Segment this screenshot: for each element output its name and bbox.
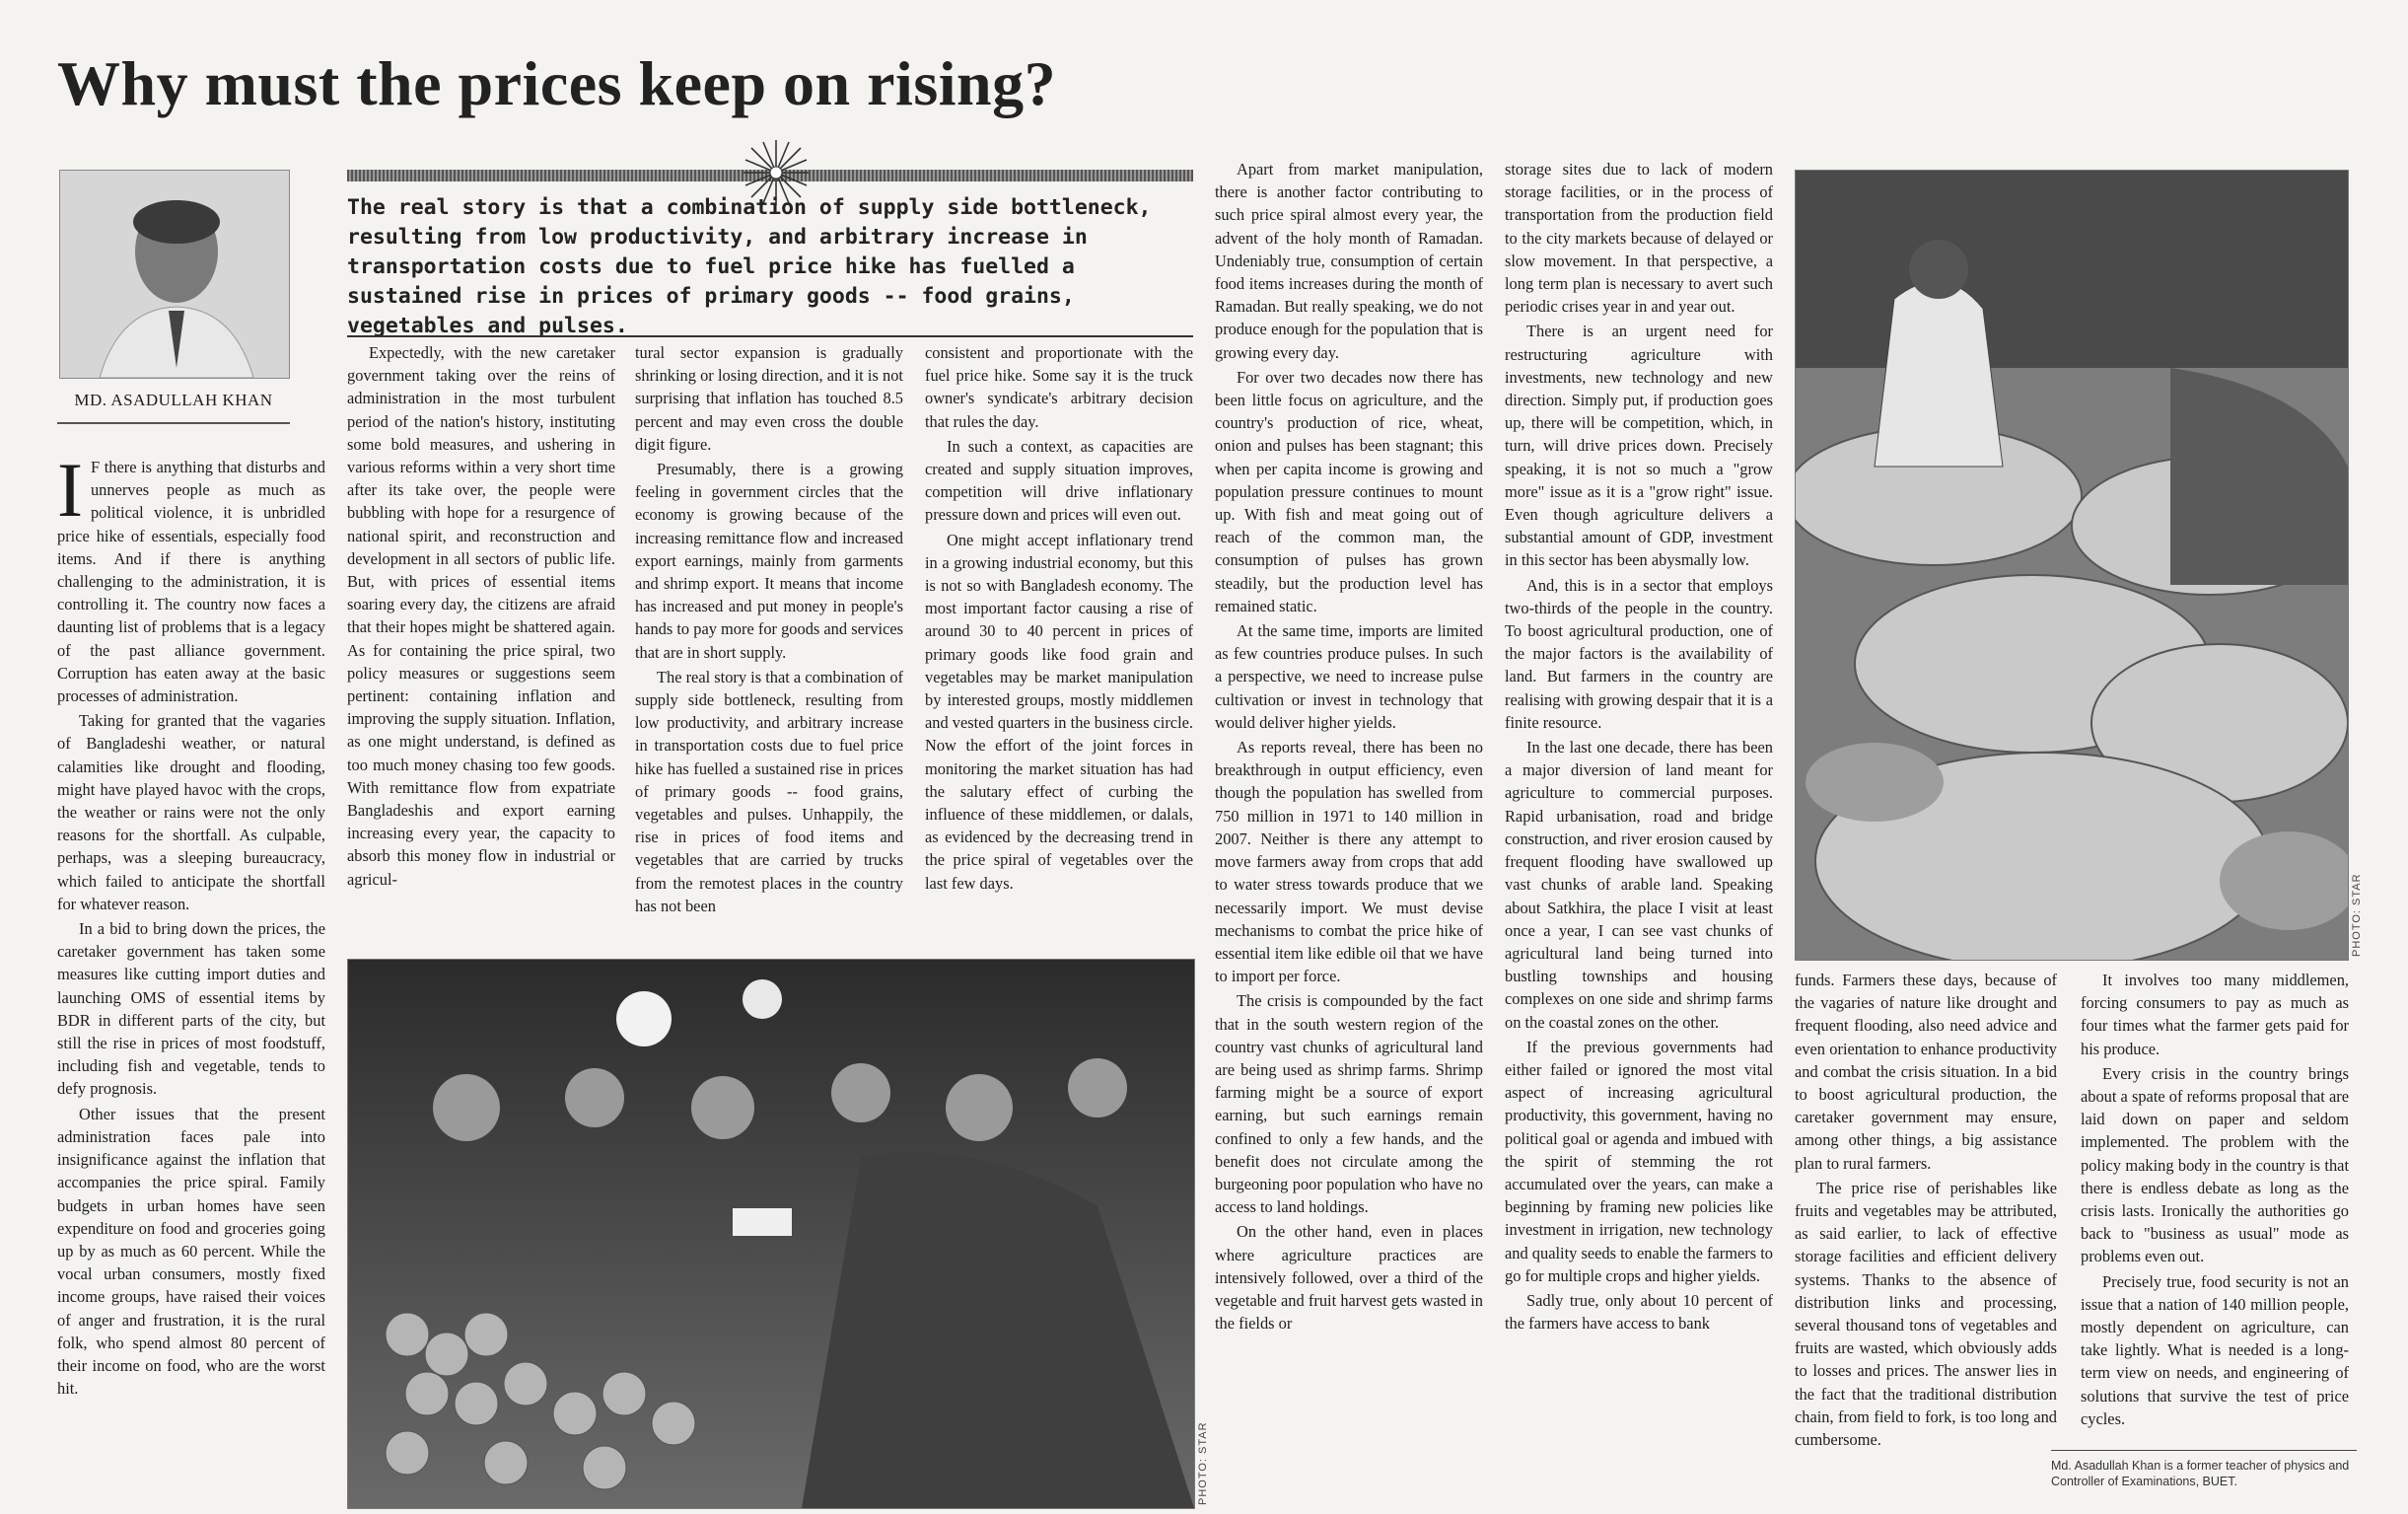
lede-rule [347,335,1193,337]
col5-paragraph-5: The crisis is compounded by the fact that in the south western region of the country vast chunks of agricultural land are being used as shrimp farms. Shrimp farming might be a source of export earning, but such earnings remain confined to only a few hands, and the benefit does not circulate among the burgeoning poor population who have no access to land holdings. [1215,991,1483,1217]
col6-paragraph-3: And, this is in a sector that employs two-thirds of the people in the country. To boost agricultural production, one of the major factors is the availability of land. But farmers in the country are realising with growing despair that it is a finite resource. [1505,575,1773,732]
grain-market-photo [1795,170,2349,961]
column-6 [1505,158,1773,1509]
col5-paragraph-6: On the other hand, even in places where agriculture practices are intensively followed, over a third of the vegetable and fruit harvest gets wasted in the fields or [1215,1222,1483,1334]
column-3 [635,341,903,951]
col4-paragraph-1: consistent and proportionate with the fuel price hike. Some say it is the truck owner's syndicate's arbitrary decision that rules the day. [925,343,1193,431]
lede-quote: The real story is that a combination of supply side bottleneck, resulting from low productivity, and arbitrary increase in transportation costs due to fuel price hike has fuelled a sustained rise in prices of primary goods -- food grains, vegetables and pulses. [347,195,1152,338]
col2-paragraph-1: Expectedly, with the new caretaker government taking over the reins of administration in the most turbulent period of the nation's history, instituting some bold measures, and ushering in various reforms within a very short time after its take over, the people were bubbling with hope for a resurgence of national spirit, and reconstruction and development in all sectors of public life. But, with prices of essential items soaring every day, the citizens are afraid that their hopes might be shattered again. As for containing the price spiral, two policy measures or suggestions seem pertinent: containing inflation and improving the supply situation. Inflation, as one might understand, is defined as too much money chasing too few goods. With remittance flow from expatriate Bangladeshis and export earning increasing every year, the capacity to absorb this money flow in industrial or agricul- [347,343,615,889]
col5-paragraph-3: At the same time, imports are limited as few countries produce pulses. In such a perspective, we need to increase pulse cultivation or invest in technology that would deliver higher yields. [1215,621,1483,732]
drop-cap: I [57,456,83,533]
column-1 [57,456,325,1509]
col6-paragraph-5: If the previous governments had either failed or ignored the most vital aspect of increasing agricultural productivity, this government, having no political goal or agenda and imbued with the spirit of stemming the rot accumulated over the years, can make a beginning by framing new policies like investment in irrigation, new technology and quality seeds to enable the farmers to go for multiple crops and higher yields. [1505,1037,1773,1285]
column-7 [1795,969,2057,1509]
col1-paragraph-4: Other issues that the present administration faces pale into insignificance against the inflation that accompanies the price spiral. Family budgets in urban homes have seen expenditure on food and groceries going up by as much as 60 percent. While the vocal urban consumers, mostly fixed income groups, have raised their voices of anger and frustration, it is the rural folk, who spend almost 80 percent of their income on food, who are the worst hit. [57,1104,325,1399]
bio-rule [2051,1450,2357,1451]
author-bio: Md. Asadullah Khan is a former teacher of physics and Controller of Examinations, BUET. [2051,1459,2350,1488]
column-2 [347,341,615,951]
grain-bowls-icon [1796,171,2348,960]
photo-credit-2: PHOTO: STAR [2351,873,2363,957]
col1-paragraph-3: In a bid to bring down the prices, the caretaker government has taken some measures like cutting import duties and launching OMS of essential items by BDR in different parts of the city, but still the rise in prices of most foodstuff, including fish and vegetable, tends to defy prognosis. [57,919,325,1099]
col5-paragraph-1: Apart from market manipulation, there is another factor contributing to such price spiral almost every year, the advent of the holy month of Ramadan. Undeniably true, consumption of certain food items increases during the month of Ramadan. But really speaking, we do not produce enough for the population that is growing every day. [1215,160,1483,362]
col3-paragraph-3: The real story is that a combination of supply side bottleneck, resulting from low productivity, and arbitrary increase in transportation costs due to fuel price hike has fuelled a sustained rise in prices of primary goods -- food grains, vegetables and pulses. Unhappily, the rise in prices of food items and vegetables that are carried by trucks from the remotest places in the country has not been [635,667,903,915]
col6-paragraph-6: Sadly true, only about 10 percent of the farmers have access to bank [1505,1290,1773,1334]
col6-paragraph-2: There is an urgent need for restructuring agriculture with investments, new technology and new direction. Simply put, if production goes up, there will be competition, which, in turn, will drive prices down. Precisely speaking, it is not so much a "grow more" issue as it is a "grow right" issue. Even though agriculture delivers a substantial amount of GDP, investment in this sector has been abysmally low. [1505,322,1773,570]
column-8 [2081,969,2349,1444]
byline-rule [57,422,290,424]
col3-paragraph-1: tural sector expansion is gradually shrinking or losing direction, and it is not surprising that inflation has touched 8.5 percent and may even cross the double digit figure. [635,343,903,454]
column-5 [1215,158,1483,1509]
photo-credit-1: PHOTO: STAR [1197,1421,1209,1505]
column-4 [925,341,1193,951]
author-byline: MD. ASADULLAH KHAN [74,391,273,409]
author-photo [59,170,290,379]
market-scene-icon [348,960,1194,1508]
col1-paragraph-1: F there is anything that disturbs and unnerves people as much as political violence, it is unbridled price hike of essentials, especially food items. And if there is anything challenging to the administration, it is controlling it. The country now faces a daunting list of problems that is a legacy of the past alliance government. Corruption has eaten away at the basic processes of administration. [57,458,325,706]
col1-paragraph-2: Taking for granted that the vagaries of Bangladeshi weather, or natural calamities like drought and flooding, might have played havoc with the crops, the weather or rains were not the only reasons for the shortfall. As culpable, perhaps, was a sleeping bureaucracy, which failed to anticipate the shortfall for whatever reason. [57,711,325,913]
col7-paragraph-2: The price rise of perishables like fruits and vegetables may be attributed, as said earlier, to lack of effective storage facilities and efficient delivery systems. Thanks to the absence of distribution links and processing, several thousand tons of vegetables and fruits are wasted, which obviously adds to losses and prices. The answer lies in the fact that the traditional distribution chain, from field to fork, is too long and cumbersome. [1795,1178,2057,1450]
col4-paragraph-3: One might accept inflationary trend in a growing industrial economy, but this is not so with Bangladesh economy. The most important factor causing a rise of around 30 to 40 percent in prices of primary goods like food grain and vegetables may be market manipulation by interested groups, mostly middlemen and vested quarters in the business circle. Now the effort of the joint forces in monitoring the market situation has had the salutary effect of curbing the influence of these middlemen, or dalals, as evidenced by the decreasing trend in the price spiral of vegetables over the last few days. [925,530,1193,893]
col5-paragraph-4: As reports reveal, there has been no breakthrough in output efficiency, even though the population has swelled from 750 million in 1971 to 140 million in 2007. Neither is there any attempt to move farmers away from crops that add to water stress towards produce that we necessarily import. We must devise mechanisms to combat the price hike of essential item like edible oil that we have to import per force. [1215,738,1483,986]
headline: Why must the prices keep on rising? [57,48,1057,118]
col6-paragraph-4: In the last one decade, there has been a major diversion of land meant for agriculture to commercial purposes. Rapid urbanisation, road and bridge construction, and river erosion caused by frequent flooding have swallowed up vast chunks of arable land. Speaking about Satkhira, the place I visit at least once a year, I can see vast chunks of agricultural land being turned into bustling townships and housing complexes on one side and shrimp farms on the coastal zones on the other. [1505,738,1773,1032]
col8-paragraph-2: Every crisis in the country brings about a spate of reforms proposal that are laid down on paper and seldom implemented. The problem with the policy making body in the country is that there is endless debate as long as the crisis lasts. Ironically the authorities go back to "business as usual" mode as problems even out. [2081,1063,2349,1266]
col8-paragraph-3: Precisely true, food security is not an issue that a nation of 140 million people, mostly dependent on agriculture, can take lightly. What is needed is a long-term view on needs, and engineering of solutions that survive the test of price cycles. [2081,1271,2349,1428]
col5-paragraph-2: For over two decades now there has been little focus on agriculture, and the country's production of rice, wheat, onion and pulses has been stagnant; this when per capita income is growing and population pressure continues to mount up. With fish and meat going out of reach of the common man, the consumption of pulses has grown steadily, but the production level has remained static. [1215,367,1483,615]
col7-paragraph-1: funds. Farmers these days, because of the vagaries of nature like drought and frequent flooding, also need advice and even orientation to enhance productivity and combat the crisis situation. In a bid to boost agricultural production, the caretaker government may ensure, among other things, a big assistance plan to rural farmers. [1795,971,2057,1173]
col6-paragraph-1: storage sites due to lack of modern storage facilities, or in the process of transportation from the production field to the city markets because of delayed or slow movement. In that perspective, a long term plan is necessary to avert such periodic crises year in and year out. [1505,160,1773,317]
col4-paragraph-2: In such a context, as capacities are created and supply situation improves, competition will drive inflationary pressure down and prices will even out. [925,436,1193,525]
col8-paragraph-1: It involves too many middlemen, forcing consumers to pay as much as four times what the farmer gets paid for his produce. [2081,971,2349,1058]
col3-paragraph-2: Presumably, there is a growing feeling in government circles that the economy is growing because of the increasing remittance flow and increased export earnings, mainly from garments and shrimp export. It means that income has increased and put money in people's hands to pay more for goods and services that are in short supply. [635,460,903,662]
market-photo [347,959,1195,1509]
author-portrait-icon [60,171,289,378]
